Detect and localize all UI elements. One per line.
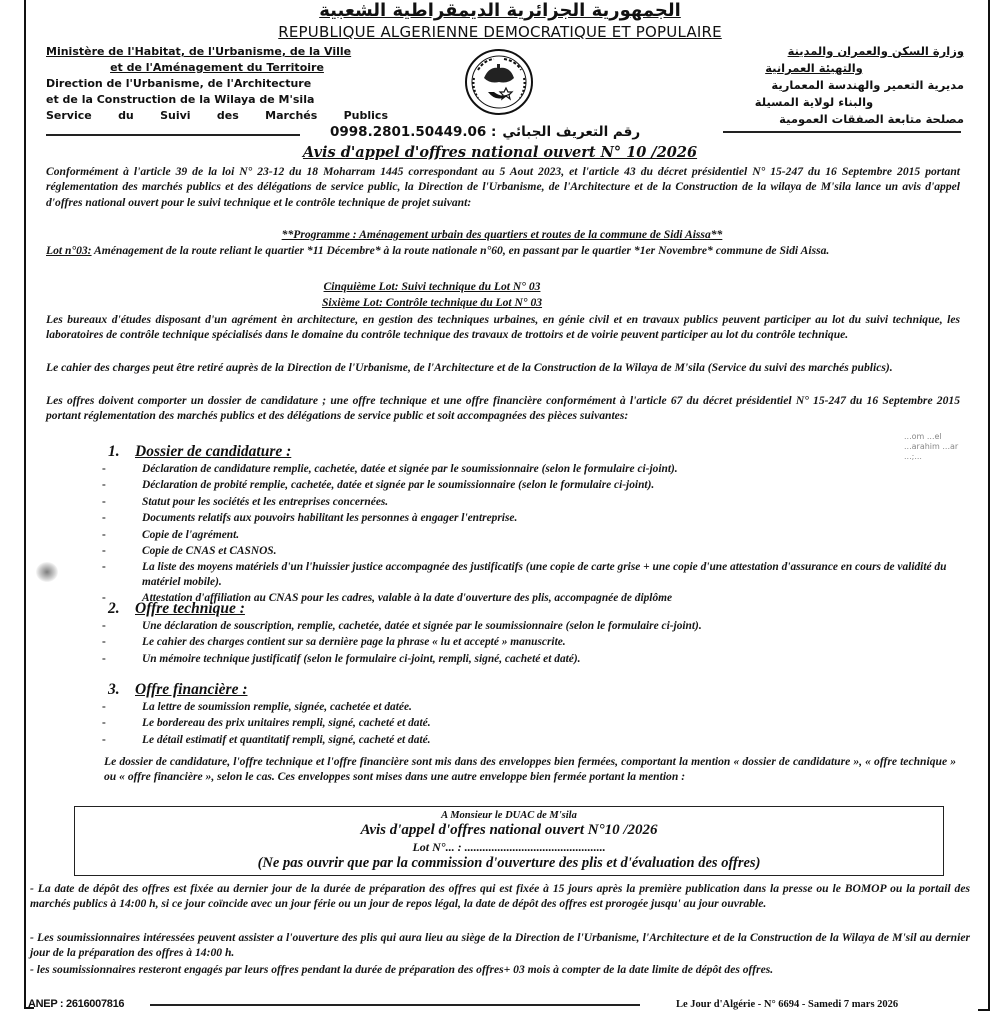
closing-validity: - les soumissionnaires resteront engagés par leurs offres pendant la durée de préparation des offres+ 03 mois à compter de la date limite de dépôt des offres. [30,963,774,976]
closing-deposit: - La date de dépôt des offres est fixée au dernier jour de la durée de préparation des offres qui est fixée à 15 jours après la première publication dans la presse ou le BOMOP ou la portail des marchés publics à 14:00 h, si ce jour coïncide avec un jour férie ou un jour de repos légal, la date de dépôt des offres est prorogée jusqu' au jour ouvrable. [30,882,970,911]
eligibility-paragraph: Les bureaux d'études disposant d'un agrément èn architecture, en gestion des techniques urbaines, en génie civil et en travaux publics peuvent participer au lot du suivi technique, les laboratoires de contrôle technique spécialisés dans le domaine du contrôle technique des travaux de trottoirs et de voirie peuvent participer au lot du contrôle technique. [46,313,960,342]
section-heading-financiere [108,681,248,699]
section-label: Offre financière : [135,681,248,698]
service-word: Service [46,109,92,122]
frame-left-border [24,0,26,1008]
dossier-list [100,462,970,608]
intro-paragraph: Conformément à l'article 39 de la loi N° 23-12 du 18 Moharram 1445 correspondant au 5 Aout 2023, et l'article 43 du décret présidentiel N° 15-247 du 16 Septembre 2015 portant réglementation des marchés publics et des délégations de service public, la Direction de l'Urbanisme, de l'Architecture et de la Construction de la wilaya de M'sila lance un avis d'appel d'offres national ouvert pour le suivi technique et le contrôle technique de projet suivant: [46,165,960,209]
section-number: 2. [108,600,120,617]
lot-text: Aménagement de la route reliant le quartier *11 Décembre* à la route nationale n°60, en passant par le quartier *1er Novembre* commune de Sidi Aissa. [91,244,830,257]
service-word: des [216,109,239,122]
footer-rule [150,1004,640,1006]
envelope-addressee: A Monsieur le DUAC de M'sila [441,810,577,821]
anep-reference: ANEP : 2616007816 [28,998,125,1010]
notice-title: Avis d'appel d'offres national ouvert N° 10 /2026 [302,144,698,161]
ministry-line-ar: وزارة السكن والعمران والمدينة [787,44,964,58]
ministry-header-ar [664,43,964,128]
list-item: - Copie de CNAS et CASNOS. [102,545,277,558]
section-label: Dossier de candidature : [135,443,292,460]
service-word: Marchés [265,109,318,122]
lot-label: Lot n°03: [46,244,92,257]
cahier-paragraph: Le cahier des charges peut être retiré auprès de la Direction de l'Urbanisme, de l'Architecture et de la Construction de la Wilaya de M'sila (Service du suivi des marchés publics). [46,361,893,374]
list-item: - Déclaration de candidature remplie, cachetée, datée et signée par le soumissionnaire (selon le formulaire ci-joint). [102,463,678,475]
list-item: - Déclaration de probité remplie, cachetée, datée et signée par le soumissionnaire (selon le formulaire ci-joint). [102,479,655,492]
programme-line: **Programme : Aménagement urbain des quartiers et routes de la commune de Sidi Aissa** [281,228,723,241]
direction-line: Direction de l'Urbanisme, de l'Architecture [46,77,312,90]
service-line-ar: مصلحة متابعة الصفقات العمومية [779,112,964,126]
envelope-title: Avis d'appel d'offres national ouvert N°10 /2026 [360,822,658,838]
section-number: 3. [108,681,120,698]
section-label: Offre technique : [135,600,245,617]
list-item: - Attestation d'affiliation au CNAS pour les cadres, valable à la date d'ouverture des plis, accompagnée de diplôme [102,592,673,605]
list-item: - Un mémoire technique justificatif (selon le formulaire ci-joint, rempli, signé, cacheté et daté). [102,652,581,665]
tax-id-number: 0998.2801.50449.06 : [330,124,497,140]
stamp-text: ...;... [904,452,922,461]
list-item: - Documents relatifs aux pouvoirs habilitant les personnes à engager l'entreprise. [102,512,518,525]
lot5-line: Cinquième Lot: Suivi technique du Lot N° 03 [323,280,541,293]
ministry-line: Ministère de l'Habitat, de l'Urbanisme, de la Ville [46,45,352,58]
technique-list [100,619,970,668]
envelope-lot: Lot N°... : ............................................... [412,840,606,854]
list-item: - Le cahier des charges contient sur sa dernière page la phrase « lu et accepté » manuscrite. [102,636,566,649]
frame-right-border [988,0,990,1010]
service-word: Suivi [160,109,191,122]
ink-smudge [36,562,58,582]
direction-line-ar: والبناء لولاية المسيلة [754,95,874,109]
service-word: Publics [343,109,388,122]
envelope-note: (Ne pas ouvrir que par la commission d'ouverture des plis et d'évaluation des offres) [257,855,761,871]
ministry-line-ar: والتهيئة العمرانية [765,61,863,75]
ministry-line: et de l'Aménagement du Territoire [110,61,324,74]
arabic-republic-title: الجمهورية الجزائرية الديمقراطية الشعبية [319,0,681,21]
section-heading-technique [108,600,245,618]
stamp-text: ...arahim ...ar [904,442,959,451]
financiere-list [100,700,970,749]
tax-id [330,124,640,141]
stamp-text: ...om ...el [904,432,942,441]
frame-corner [978,1009,990,1011]
list-item: - La lettre de soumission remplie, signée, cachetée et datée. [102,701,412,713]
list-item: - La liste des moyens matériels d'un l'huissier justice accompagnée des justificatifs (une copie de carte grise + une copie d'une attestation d'assurance en cours de validité du matériel mobile). [102,561,947,588]
ministry-header-fr [46,44,406,124]
list-item: - Statut pour les sociétés et les entreprises concernées. [102,495,389,508]
header-rule-right [723,131,961,133]
direction-line: et de la Construction de la Wilaya de M'sila [46,93,315,106]
envelope-box [74,806,944,876]
offres-paragraph: Les offres doivent comporter un dossier de candidature ; une offre technique et une offre financière conformément à l'article 67 du décret présidentiel N° 15-247 du 16 Septembre 2015 portant réglementation des marchés publics et des délégations de service public et soit accompagnées des pièces suivantes: [46,394,960,423]
direction-line-ar: مديرية التعمير والهندسة المعمارية [771,78,964,92]
list-item: - Une déclaration de souscription, remplie, cachetée, datée et signée par le soumissionnaire (selon le formulaire ci-joint). [102,620,702,632]
lot-description [46,243,960,258]
list-item: - Le détail estimatif et quantitatif rempli, signé, cacheté et daté. [102,733,431,746]
service-word: du [118,109,134,122]
publication-credit: Le Jour d'Algérie - N° 6694 - Samedi 7 mars 2026 [676,999,899,1010]
section-number: 1. [108,443,120,460]
list-item: - Copie de l'agrément. [102,528,240,541]
lot6-line: Sixième Lot: Contrôle technique du Lot N° 03 [321,296,543,309]
service-line [46,108,388,124]
algeria-emblem-icon [464,48,534,116]
faint-stamp [904,432,958,462]
header-rule-left [46,134,300,136]
tax-id-label: رقم التعريف الجبائي [502,124,641,140]
french-republic-title: REPUBLIQUE ALGERIENNE DEMOCRATIQUE ET POPULAIRE [278,23,722,41]
section-heading-dossier [108,443,291,461]
list-item: - Le bordereau des prix unitaires rempli, signé, cacheté et daté. [102,717,431,730]
envelope-intro: Le dossier de candidature, l'offre technique et l'offre financière sont mis dans des enveloppes bien fermées, comportant la mention « dossier de candidature », « offre technique » ou « offre financière », selon le cas. Ces enveloppes sont mises dans une autre enveloppe bien fermée portant la mention : [104,755,956,784]
closing-opening: - Les soumissionnaires intéressées peuvent assister a l'ouverture des plis qui aura lieu au siège de la Direction de l'Urbanisme, l'Architecture et de la Construction de la Wilaya de M'sil au dernier jour de la préparation des offres à 14:00 h. [30,931,970,960]
